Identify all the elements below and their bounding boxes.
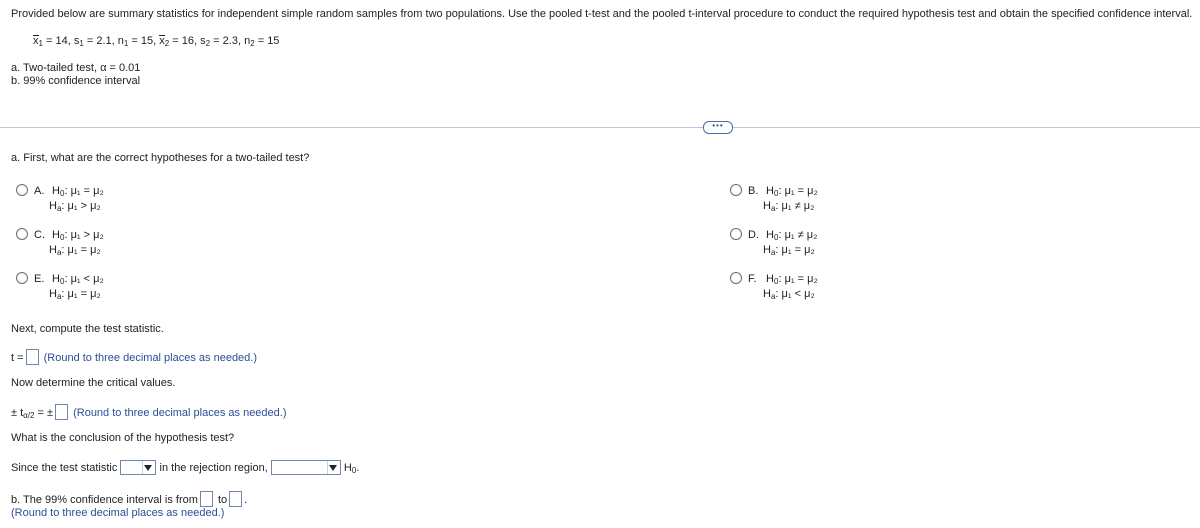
radio-option-a[interactable] [16,184,28,196]
critical-hint: (Round to three decimal places as needed.) [73,407,287,419]
chevron-down-icon [329,465,337,471]
interval-to: to [217,494,228,506]
option-d[interactable]: D. $H_0$: μ₁ ≠ μ₂ $H_a$: μ₁ = μ₂ [730,228,817,258]
option-f[interactable]: F. $H_0$: μ₁ = μ₂ $H_a$: μ₁ < μ₂ [730,272,818,302]
critical-row [11,404,287,420]
interval-row: b. The 99% confidence interval is from to . [11,491,247,507]
expand-more-button[interactable]: ••• [703,121,733,134]
question-hypotheses: a. First, what are the correct hypotheses for a two-tailed test? [11,152,310,164]
reject-dropdown[interactable] [271,460,341,475]
radio-option-b[interactable] [730,184,742,196]
interval-lower-input[interactable] [200,491,213,507]
radio-option-d[interactable] [730,228,742,240]
interval-upper-input[interactable] [229,491,242,507]
critical-label: ± $t_{\alpha/2}$ = ± [11,407,54,420]
interval-hint: (Round to three decimal places as needed.) [11,507,225,519]
test-stat-input[interactable] [26,349,39,365]
conclusion-h0: $H_0$. [343,462,360,475]
problem-intro: Provided below are summary statistics for independent simple random samples from two populations. Use the pooled t-test and the pooled t-interval procedure to conduct the required hypothesis test and obtain the specified confidence interval. [11,8,1193,20]
test-stat-hint: (Round to three decimal places as needed.) [43,352,258,364]
summary-statistics: $x_1 = 14$, $s_1 = 2.1$, $n_1 = 15$, $x_2 = 16$, $s_2 = 2.3$, $n_2 = 15$ [33,35,280,48]
part-a-spec: a. Two-tailed test, α = 0.01 [11,62,141,74]
conclusion-row [11,460,359,475]
test-stat-row [11,349,257,365]
critical-prompt: Now determine the critical values. [11,377,176,389]
interval-text: b. The 99% confidence interval is from [11,494,198,506]
critical-value-input[interactable] [55,404,68,420]
conclusion-prompt: What is the conclusion of the hypothesis test? [11,432,235,444]
part-b-spec: b. 99% confidence interval [11,75,141,87]
conclusion-middle-text: in the rejection region, [159,462,268,474]
chevron-down-icon [144,465,152,471]
option-b[interactable]: B. $H_0$: μ₁ = μ₂ $H_a$: μ₁ ≠ μ₂ [730,184,818,214]
radio-option-c[interactable] [16,228,28,240]
is-is-not-dropdown[interactable] [120,460,156,475]
radio-option-e[interactable] [16,272,28,284]
radio-option-f[interactable] [730,272,742,284]
test-stat-prompt: Next, compute the test statistic. [11,323,164,335]
option-e[interactable]: E. $H_0$: μ₁ < μ₂ $H_a$: μ₁ = μ₂ [16,272,104,302]
conclusion-since-text: Since the test statistic [11,462,118,474]
option-a[interactable]: A. $H_0$: μ₁ = μ₂ $H_a$: μ₁ > μ₂ [16,184,104,214]
option-c[interactable]: C. $H_0$: μ₁ > μ₂ $H_a$: μ₁ = μ₂ [16,228,104,258]
section-divider [0,127,1200,128]
test-stat-label: t = [11,352,24,364]
